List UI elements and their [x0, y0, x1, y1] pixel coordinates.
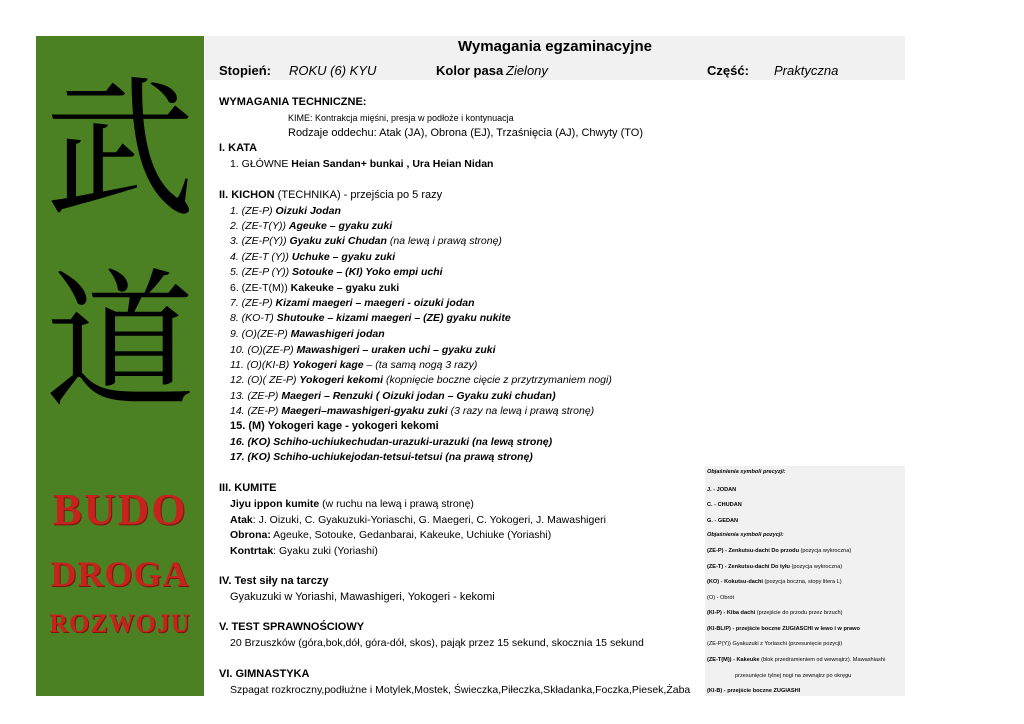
kolor-value: Zielony	[506, 63, 548, 78]
kichon-item: 10. (O)(ZE-P) Mawashigeri – uraken uchi – gyaku zuki	[230, 344, 496, 356]
kichon-item: 3. (ZE-P(Y)) Gyaku zuki Chudan (na lewą i prawą stronę)	[230, 235, 502, 247]
legend-item: (ZE-P) - Zenkutsu-dachi Do przodu (pozycja wykroczna)	[707, 548, 852, 554]
legend-item: przesunięcie tylnej nogi na zewnątrz po okręgu	[735, 673, 852, 679]
kumite-kontrtak: Kontrtak: Gyaku zuki (Yoriashi)	[230, 545, 378, 557]
legend-item: (KI-B) - przejście boczne ZUGIASHI	[707, 688, 801, 694]
kichon-item: 6. (ZE-T(M)) Kakeuke – gyaku zuki	[230, 282, 400, 294]
test-sily-heading: IV. Test siły na tarczy	[219, 575, 329, 587]
kumite-heading: III. KUMITE	[219, 482, 277, 494]
legend-item: (O) - Obrót	[707, 595, 735, 601]
tech-heading: WYMAGANIA TECHNICZNE:	[219, 96, 367, 108]
page-title: Wymagania egzaminacyjne	[458, 38, 652, 55]
sidebar-word-droga: DROGA	[50, 554, 190, 594]
test-spr-heading: V. TEST SPRAWNOŚCIOWY	[219, 621, 365, 633]
legend-item: (ZE-T) - Zenkutsu-dachi Do tyłu (pozycja wykroczna)	[707, 564, 843, 570]
kichon-item: 5. (ZE-P (Y)) Sotouke – (KI) Yoko empi uchi	[230, 266, 443, 278]
kanji-do: 道	[44, 256, 195, 430]
legend-item: G. - GEDAN	[707, 518, 739, 524]
legend-item: (ZE-P(Y)) Gyakuzuki z Yoriaschi (przesunięcie pozycji)	[707, 641, 843, 647]
kichon-item: 4. (ZE-T (Y)) Uchuke – gyaku zuki	[230, 251, 396, 263]
kolor-label: Kolor pasa	[436, 63, 504, 78]
kichon-item: 11. (O)(KI-B) Yokogeri kage – (ta samą nogą 3 razy)	[230, 359, 478, 371]
gimnastyka-heading: VI. GIMNASTYKA	[219, 668, 310, 680]
kichon-item: 7. (ZE-P) Kizami maegeri – maegeri - oizuki jodan	[230, 297, 475, 309]
stopien-value: ROKU (6) KYU	[289, 63, 377, 78]
kichon-item: 16. (KO) Schiho-uchiukechudan-urazuki-urazuki (na lewą stronę)	[230, 436, 553, 448]
sidebar-banner	[36, 36, 204, 696]
czesc-value: Praktyczna	[774, 63, 839, 78]
kanji-bu: 武	[44, 64, 195, 238]
kichon-item: 15. (M) Yokogeri kage - yokogeri kekomi	[230, 420, 439, 432]
sidebar-word-budo: BUDO	[52, 485, 188, 534]
kumite-atak: Atak: J. Oizuki, C. Gyakuzuki-Yoriaschi, G. Maegeri, C. Yokogeri, J. Mawashigeri	[230, 514, 607, 526]
kichon-item: 13. (ZE-P) Maegeri – Renzuki ( Oizuki jodan – Gyaku zuki chudan)	[230, 390, 556, 402]
kata-heading: I. KATA	[219, 142, 258, 154]
kichon-item: 9. (O)(ZE-P) Mawashigeri jodan	[230, 328, 385, 340]
kichon-item: 17. (KO) Schiho-uchiukejodan-tetsui-tetsui (na prawą stronę)	[230, 451, 533, 463]
kumite-obrona: Obrona: Ageuke, Sotouke, Gedanbarai, Kakeuke, Uchiuke (Yoriashi)	[230, 529, 552, 541]
kichon-item: 8. (KO-T) Shutouke – kizami maegeri – (ZE) gyaku nukite	[230, 312, 511, 324]
header-bar	[205, 36, 905, 80]
kichon-item: 2. (ZE-T(Y)) Ageuke – gyaku zuki	[230, 220, 393, 232]
legend-item: (KI-BL/P) - przejście boczne ZUGIASCHI w lewo i w prawo	[707, 626, 860, 632]
legend-item: (KI-P) - Kiba dachi (przejście do przodu przez brzuch)	[707, 610, 843, 616]
kime-text: KIME: Kontrakcja mięśni, presja w podłoże i kontynuacja	[288, 113, 514, 123]
czesc-label: Część:	[707, 63, 749, 78]
gimnastyka-text: Szpagat rozkroczny,podłużne i Motylek,Mostek, Świeczka,Piłeczka,Składanka,Foczka,Piesek,Żaba	[230, 684, 691, 696]
kichon-item: 12. (O)( ZE-P) Yokogeri kekomi (kopnięcie boczne cięcie z przytrzymaniem nogi)	[230, 374, 612, 386]
kichon-item: 1. (ZE-P) Oizuki Jodan	[230, 205, 341, 217]
legend-item: C. - CHUDAN	[707, 502, 742, 508]
legend-item: J. - JODAN	[707, 487, 737, 493]
legend-title-position: Objaśnienia symboli pozycji:	[707, 532, 784, 538]
kichon-item: 14. (ZE-P) Maegeri–mawashigeri-gyaku zuki (3 razy na lewą i prawą stronę)	[230, 405, 595, 417]
kichon-heading: II. KICHON (TECHNIKA) - przejścia po 5 razy	[219, 189, 443, 201]
legend-box	[705, 466, 905, 696]
test-spr-text: 20 Brzuszków (góra,bok,dół, góra-dół, skos), pająk przez 15 sekund, skocznia 15 sekund	[230, 637, 644, 649]
stopien-label: Stopień:	[219, 63, 271, 78]
kumite-jiyu: Jiyu ippon kumite (w ruchu na lewą i prawą stronę)	[230, 498, 474, 510]
legend-title-precision: Objaśnienia symboli precyzji:	[707, 469, 786, 475]
legend-item: (KO) - Kokutsu-dachi (pozycja boczna, stopy litera L)	[707, 579, 842, 585]
sidebar-word-rozwoju: ROZWOJU	[49, 609, 191, 638]
test-sily-text: Gyakuzuki w Yoriashi, Mawashigeri, Yokogeri - kekomi	[230, 591, 495, 603]
legend-item: (ZE-T(M)) - Kakeuke (blok przedramieniem od wewnątrz). Mawashiashi	[707, 657, 886, 663]
oddech-text: Rodzaje oddechu: Atak (JA), Obrona (EJ), Trzaśnięcia (AJ), Chwyty (TO)	[288, 127, 643, 139]
kata-item: 1. GŁÓWNE Heian Sandan+ bunkai , Ura Heian Nidan	[230, 158, 494, 170]
